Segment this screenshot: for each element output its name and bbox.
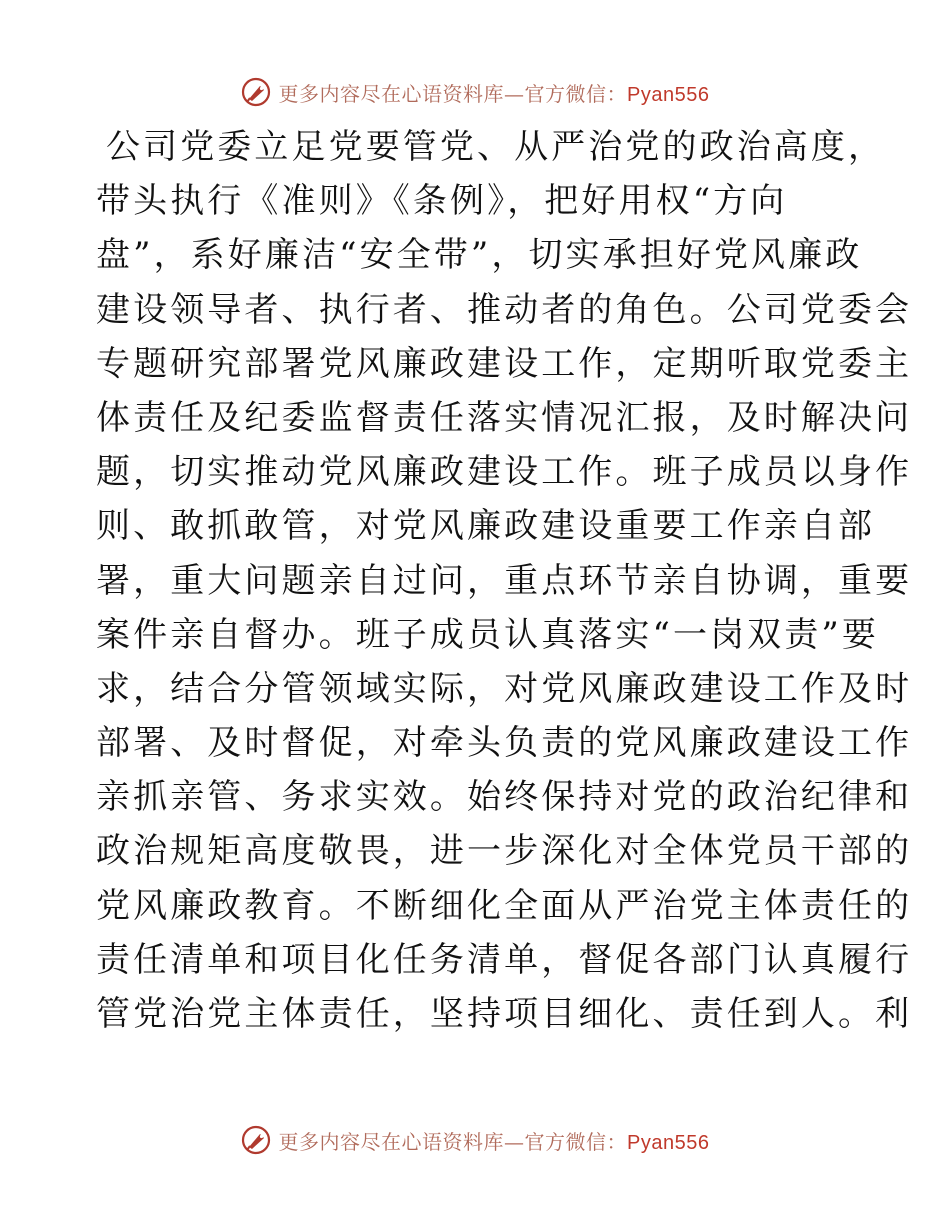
text-line: 则、敢抓敢管，对党风廉政建设重要工作亲自部 (96, 506, 876, 547)
watermark-text (279, 1126, 710, 1155)
text-line: 党风廉政教育。不断细化全面从严治党主体责任的 (96, 885, 913, 926)
watermark-main-text: 更多内容尽在心语资料库—官方微信： (278, 81, 628, 106)
watermark-wechat-id: Pyan556 (627, 1131, 710, 1154)
text-line: 政治规矩高度敬畏，进一步深化对全体党员干部的 (96, 831, 913, 872)
text-line: 求，结合分管领域实际，对党风廉政建设工作及时 (96, 668, 913, 709)
header-watermark (0, 72, 950, 112)
pen-nib-logo-icon (241, 77, 271, 107)
text-line: 管党治党主体责任，坚持项目细化、责任到人。利 (96, 994, 913, 1034)
watermark-main-text: 更多内容尽在心语资料库—官方微信： (278, 1129, 628, 1154)
text-line: 专题研究部署党风廉政建设工作，定期听取党委主 (96, 343, 913, 384)
document-body (96, 120, 913, 1041)
text-line: 署，重大问题亲自过问，重点环节亲自协调，重要 (96, 560, 913, 601)
text-line: 责任清单和项目化任务清单，督促各部门认真履行 (96, 939, 913, 980)
text-line: 部署、及时督促，对牵头负责的党风廉政建设工作 (96, 723, 913, 764)
text-line: 带头执行《准则》《条例》，把好用权“方向 (96, 181, 788, 222)
text-line: 盘”，系好廉洁“安全带”，切实承担好党风廉政 (96, 235, 863, 276)
text-line: 体责任及纪委监督责任落实情况汇报，及时解决问 (96, 397, 913, 438)
text-line: 题，切实推动党风廉政建设工作。班子成员以身作 (96, 452, 913, 493)
watermark-text (279, 78, 710, 107)
text-line: 亲抓亲管、务求实效。始终保持对党的政治纪律和 (96, 777, 913, 818)
watermark-wechat-id: Pyan556 (627, 83, 710, 106)
text-line: 案件亲自督办。班子成员认真落实“一岗双责”要 (96, 614, 879, 655)
pen-nib-logo-icon (241, 1125, 271, 1155)
footer-watermark (0, 1120, 950, 1160)
text-line: 建设领导者、执行者、推动者的角色。公司党委会 (96, 289, 913, 330)
text-line: 公司党委立足党要管党、从严治党的政治高度， (106, 127, 886, 167)
